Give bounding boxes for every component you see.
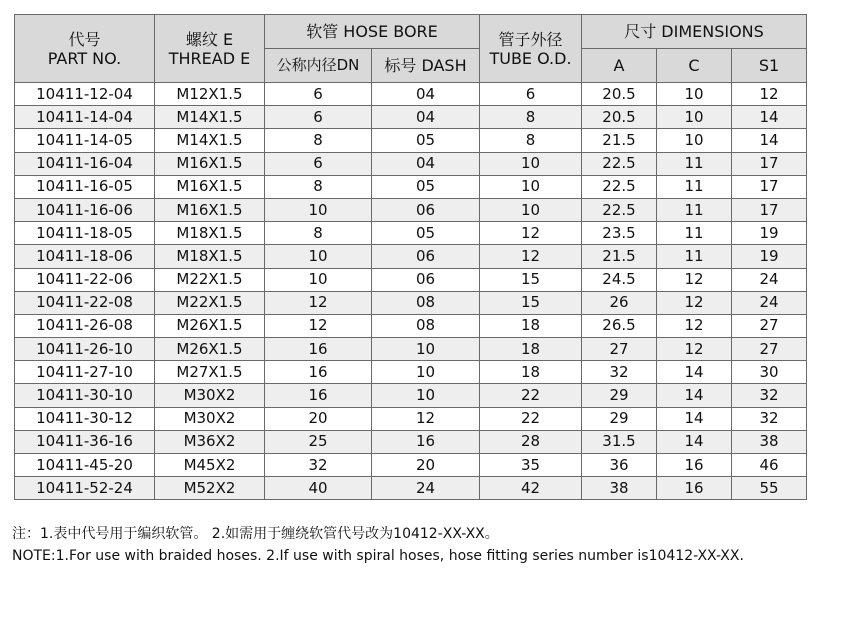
dim-s1-cell: 30 xyxy=(732,361,807,384)
dim-s1-cell: 32 xyxy=(732,384,807,407)
dim-a-cell: 20.5 xyxy=(582,106,657,129)
dn-cell: 6 xyxy=(265,152,372,175)
dash-cell: 10 xyxy=(372,338,480,361)
table-body xyxy=(15,83,807,500)
thread-cell: M45X2 xyxy=(155,454,265,477)
dim-c-cell: 11 xyxy=(657,152,732,175)
header-tube-od-en: TUBE O.D. xyxy=(489,48,572,68)
dash-cell: 04 xyxy=(372,152,480,175)
dim-a-cell: 24.5 xyxy=(582,268,657,291)
dn-cell: 16 xyxy=(265,384,372,407)
dash-cell: 16 xyxy=(372,430,480,453)
dim-c-cell: 12 xyxy=(657,314,732,337)
part-no-cell: 10411-12-04 xyxy=(15,83,155,106)
dn-cell: 16 xyxy=(265,338,372,361)
notes xyxy=(12,523,744,567)
dn-cell: 8 xyxy=(265,222,372,245)
dim-a-cell: 32 xyxy=(582,361,657,384)
part-no-cell: 10411-16-05 xyxy=(15,175,155,198)
dash-cell: 10 xyxy=(372,361,480,384)
tube-od-cell: 12 xyxy=(480,222,582,245)
tube-od-cell: 28 xyxy=(480,430,582,453)
thread-cell: M27X1.5 xyxy=(155,361,265,384)
dim-a-cell: 23.5 xyxy=(582,222,657,245)
header-part-no-cn: 代号 xyxy=(68,29,101,49)
dim-a-cell: 29 xyxy=(582,407,657,430)
table-header xyxy=(15,15,807,83)
dn-cell: 10 xyxy=(265,245,372,268)
tube-od-cell: 22 xyxy=(480,384,582,407)
header-dash: 标号 DASH xyxy=(372,49,480,83)
thread-cell: M26X1.5 xyxy=(155,338,265,361)
dim-c-cell: 16 xyxy=(657,454,732,477)
table-row xyxy=(15,106,807,129)
dash-cell: 08 xyxy=(372,314,480,337)
dim-a-cell: 22.5 xyxy=(582,152,657,175)
header-a: A xyxy=(582,49,657,83)
dim-c-cell: 12 xyxy=(657,291,732,314)
dim-a-cell: 26.5 xyxy=(582,314,657,337)
header-hose-bore: 软管 HOSE BORE xyxy=(265,15,480,49)
dim-a-cell: 22.5 xyxy=(582,198,657,221)
dn-cell: 20 xyxy=(265,407,372,430)
spec-table xyxy=(14,14,807,500)
header-thread-cn: 螺纹 E xyxy=(185,29,234,49)
thread-cell: M12X1.5 xyxy=(155,83,265,106)
dim-a-cell: 31.5 xyxy=(582,430,657,453)
dn-cell: 32 xyxy=(265,454,372,477)
dim-c-cell: 14 xyxy=(657,384,732,407)
part-no-cell: 10411-52-24 xyxy=(15,477,155,500)
header-tube-od xyxy=(480,15,582,83)
dim-c-cell: 12 xyxy=(657,338,732,361)
part-no-cell: 10411-27-10 xyxy=(15,361,155,384)
dim-a-cell: 22.5 xyxy=(582,175,657,198)
table-row xyxy=(15,268,807,291)
dim-c-cell: 16 xyxy=(657,477,732,500)
dim-s1-cell: 14 xyxy=(732,129,807,152)
dim-a-cell: 29 xyxy=(582,384,657,407)
part-no-cell: 10411-14-04 xyxy=(15,106,155,129)
part-no-cell: 10411-16-04 xyxy=(15,152,155,175)
header-c: C xyxy=(657,49,732,83)
tube-od-cell: 10 xyxy=(480,152,582,175)
dn-cell: 10 xyxy=(265,198,372,221)
dim-c-cell: 10 xyxy=(657,129,732,152)
table-row xyxy=(15,477,807,500)
thread-cell: M22X1.5 xyxy=(155,291,265,314)
thread-cell: M30X2 xyxy=(155,384,265,407)
dn-cell: 10 xyxy=(265,268,372,291)
part-no-cell: 10411-45-20 xyxy=(15,454,155,477)
tube-od-cell: 8 xyxy=(480,106,582,129)
header-s1: S1 xyxy=(732,49,807,83)
tube-od-cell: 22 xyxy=(480,407,582,430)
dash-cell: 06 xyxy=(372,198,480,221)
header-tube-od-cn: 管子外径 xyxy=(498,29,563,49)
dn-cell: 6 xyxy=(265,106,372,129)
tube-od-cell: 42 xyxy=(480,477,582,500)
part-no-cell: 10411-26-10 xyxy=(15,338,155,361)
part-no-cell: 10411-14-05 xyxy=(15,129,155,152)
table-row xyxy=(15,245,807,268)
tube-od-cell: 8 xyxy=(480,129,582,152)
header-thread-en: THREAD E xyxy=(168,48,251,68)
tube-od-cell: 18 xyxy=(480,361,582,384)
table-row xyxy=(15,291,807,314)
tube-od-cell: 12 xyxy=(480,245,582,268)
dim-c-cell: 11 xyxy=(657,245,732,268)
dim-a-cell: 21.5 xyxy=(582,245,657,268)
dash-cell: 05 xyxy=(372,222,480,245)
part-no-cell: 10411-16-06 xyxy=(15,198,155,221)
dim-s1-cell: 46 xyxy=(732,454,807,477)
thread-cell: M16X1.5 xyxy=(155,198,265,221)
dn-cell: 40 xyxy=(265,477,372,500)
table-row xyxy=(15,361,807,384)
tube-od-cell: 15 xyxy=(480,291,582,314)
tube-od-cell: 10 xyxy=(480,198,582,221)
dim-c-cell: 11 xyxy=(657,175,732,198)
table-row xyxy=(15,384,807,407)
thread-cell: M30X2 xyxy=(155,407,265,430)
tube-od-cell: 18 xyxy=(480,314,582,337)
dash-cell: 24 xyxy=(372,477,480,500)
dash-cell: 20 xyxy=(372,454,480,477)
dash-cell: 08 xyxy=(372,291,480,314)
table-row xyxy=(15,129,807,152)
dim-a-cell: 38 xyxy=(582,477,657,500)
dn-cell: 25 xyxy=(265,430,372,453)
dash-cell: 04 xyxy=(372,83,480,106)
dim-s1-cell: 27 xyxy=(732,338,807,361)
thread-cell: M14X1.5 xyxy=(155,106,265,129)
dn-cell: 6 xyxy=(265,83,372,106)
dim-s1-cell: 38 xyxy=(732,430,807,453)
dim-a-cell: 21.5 xyxy=(582,129,657,152)
part-no-cell: 10411-30-12 xyxy=(15,407,155,430)
dash-cell: 05 xyxy=(372,175,480,198)
dn-cell: 8 xyxy=(265,175,372,198)
tube-od-cell: 18 xyxy=(480,338,582,361)
dn-cell: 16 xyxy=(265,361,372,384)
dim-s1-cell: 12 xyxy=(732,83,807,106)
table-row xyxy=(15,314,807,337)
header-dimensions: 尺寸 DIMENSIONS xyxy=(582,15,807,49)
thread-cell: M18X1.5 xyxy=(155,222,265,245)
dim-s1-cell: 19 xyxy=(732,245,807,268)
dim-s1-cell: 32 xyxy=(732,407,807,430)
header-part-no-en: PART NO. xyxy=(47,48,122,68)
dash-cell: 10 xyxy=(372,384,480,407)
dim-a-cell: 26 xyxy=(582,291,657,314)
table-row xyxy=(15,198,807,221)
part-no-cell: 10411-18-06 xyxy=(15,245,155,268)
header-thread xyxy=(155,15,265,83)
dash-cell: 06 xyxy=(372,245,480,268)
thread-cell: M14X1.5 xyxy=(155,129,265,152)
dim-c-cell: 12 xyxy=(657,268,732,291)
table-row xyxy=(15,430,807,453)
dim-s1-cell: 17 xyxy=(732,152,807,175)
tube-od-cell: 10 xyxy=(480,175,582,198)
note-en: NOTE:1.For use with braided hoses. 2.If use with spiral hoses, hose fitting series number is10412-XX-XX. xyxy=(12,548,744,564)
dim-c-cell: 10 xyxy=(657,106,732,129)
tube-od-cell: 15 xyxy=(480,268,582,291)
thread-cell: M16X1.5 xyxy=(155,152,265,175)
note-cn: 注：1.表中代号用于编织软管。 2.如需用于缠绕软管代号改为10412-XX-XX。 xyxy=(12,526,499,542)
table-row xyxy=(15,83,807,106)
dim-c-cell: 11 xyxy=(657,222,732,245)
dim-a-cell: 36 xyxy=(582,454,657,477)
part-no-cell: 10411-22-06 xyxy=(15,268,155,291)
dim-s1-cell: 24 xyxy=(732,268,807,291)
part-no-cell: 10411-22-08 xyxy=(15,291,155,314)
dim-c-cell: 10 xyxy=(657,83,732,106)
dash-cell: 06 xyxy=(372,268,480,291)
dash-cell: 05 xyxy=(372,129,480,152)
header-dn: 公称内径DN xyxy=(265,49,372,83)
dim-s1-cell: 14 xyxy=(732,106,807,129)
tube-od-cell: 6 xyxy=(480,83,582,106)
thread-cell: M26X1.5 xyxy=(155,314,265,337)
thread-cell: M36X2 xyxy=(155,430,265,453)
dim-s1-cell: 17 xyxy=(732,198,807,221)
dim-s1-cell: 27 xyxy=(732,314,807,337)
thread-cell: M16X1.5 xyxy=(155,175,265,198)
dn-cell: 8 xyxy=(265,129,372,152)
table-row xyxy=(15,222,807,245)
dim-c-cell: 14 xyxy=(657,407,732,430)
dim-s1-cell: 17 xyxy=(732,175,807,198)
dim-a-cell: 27 xyxy=(582,338,657,361)
thread-cell: M22X1.5 xyxy=(155,268,265,291)
thread-cell: M18X1.5 xyxy=(155,245,265,268)
part-no-cell: 10411-30-10 xyxy=(15,384,155,407)
dn-cell: 12 xyxy=(265,291,372,314)
dash-cell: 04 xyxy=(372,106,480,129)
dim-a-cell: 20.5 xyxy=(582,83,657,106)
table-row xyxy=(15,454,807,477)
thread-cell: M52X2 xyxy=(155,477,265,500)
table-row xyxy=(15,175,807,198)
table-row xyxy=(15,407,807,430)
dn-cell: 12 xyxy=(265,314,372,337)
dim-s1-cell: 55 xyxy=(732,477,807,500)
tube-od-cell: 35 xyxy=(480,454,582,477)
part-no-cell: 10411-36-16 xyxy=(15,430,155,453)
part-no-cell: 10411-18-05 xyxy=(15,222,155,245)
dash-cell: 12 xyxy=(372,407,480,430)
table-row xyxy=(15,338,807,361)
dim-c-cell: 14 xyxy=(657,361,732,384)
dim-s1-cell: 19 xyxy=(732,222,807,245)
part-no-cell: 10411-26-08 xyxy=(15,314,155,337)
dim-s1-cell: 24 xyxy=(732,291,807,314)
dim-c-cell: 11 xyxy=(657,198,732,221)
header-part-no xyxy=(15,15,155,83)
table-row xyxy=(15,152,807,175)
dim-c-cell: 14 xyxy=(657,430,732,453)
